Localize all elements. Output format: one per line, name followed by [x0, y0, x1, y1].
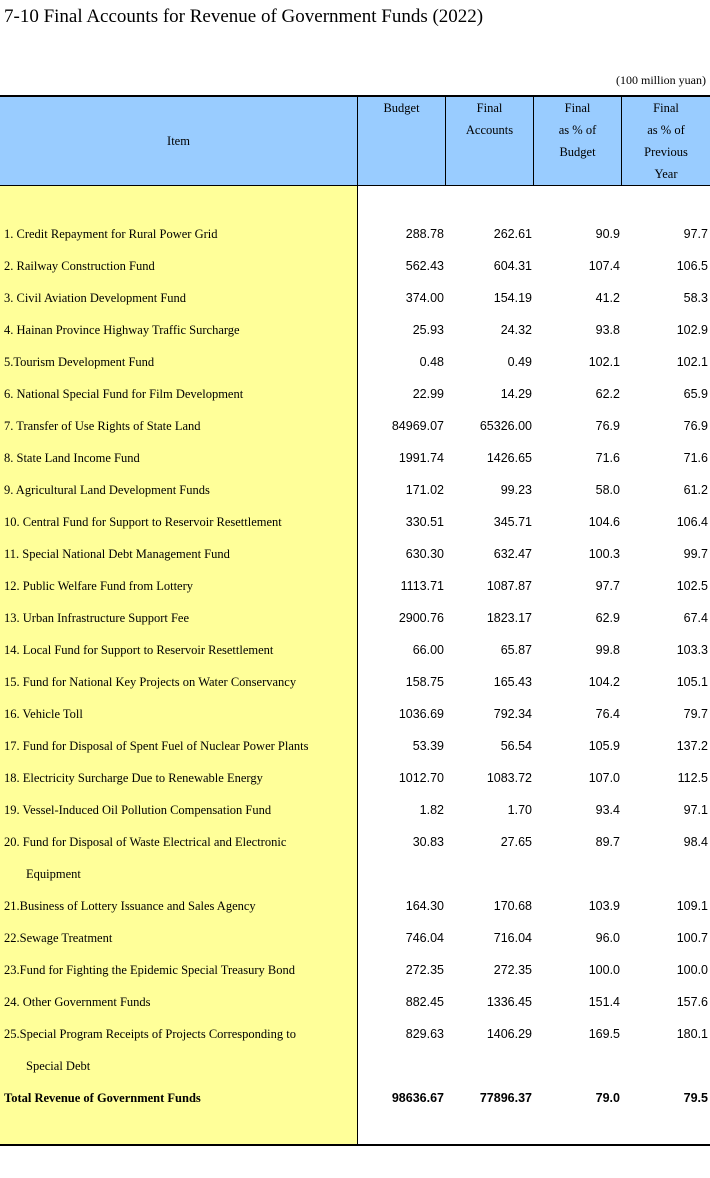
- row-final-accounts: 27.65: [500, 835, 532, 849]
- row-final-accounts: 345.71: [493, 515, 532, 529]
- row-pct-prev: 97.1: [683, 803, 708, 817]
- row-pct-budget: 96.0: [595, 931, 620, 945]
- row-item: [4, 506, 349, 538]
- row-item: [4, 346, 349, 378]
- row-budget: 1036.69: [398, 707, 444, 721]
- row-pct-prev: 102.5: [676, 579, 708, 593]
- row-budget: 171.02: [405, 483, 444, 497]
- row-item-line: 23.Fund for Fighting the Epidemic Special Treasury Bond: [4, 963, 295, 977]
- table-row: [0, 634, 710, 666]
- table-row: [0, 762, 710, 794]
- row-final-accounts: 65326.00: [479, 419, 532, 433]
- row-item: [4, 570, 349, 602]
- row-final-accounts: 1426.65: [486, 451, 532, 465]
- header-divider: [621, 97, 622, 185]
- row-pct-budget: 58.0: [595, 483, 620, 497]
- row-item-line: 16. Vehicle Toll: [4, 707, 83, 721]
- row-item-line: 1. Credit Repayment for Rural Power Grid: [4, 227, 218, 241]
- row-budget: 0.48: [419, 355, 444, 369]
- row-final-accounts: 1823.17: [486, 611, 532, 625]
- row-item: [4, 922, 349, 954]
- row-pct-prev: 97.7: [683, 227, 708, 241]
- row-budget: 30.83: [412, 835, 444, 849]
- row-pct-budget: 102.1: [588, 355, 620, 369]
- table-row: [0, 218, 710, 250]
- row-final-accounts: 14.29: [500, 387, 532, 401]
- table-row: [0, 474, 710, 506]
- row-pct-budget: 107.0: [588, 771, 620, 785]
- row-pct-prev: 98.4: [683, 835, 708, 849]
- row-pct-prev: 67.4: [683, 611, 708, 625]
- row-final-accounts: 65.87: [500, 643, 532, 657]
- row-item-line: 2. Railway Construction Fund: [4, 259, 155, 273]
- row-pct-prev: 76.9: [683, 419, 708, 433]
- row-final-accounts: 1083.72: [486, 771, 532, 785]
- row-pct-budget: 93.4: [595, 803, 620, 817]
- row-budget: 53.39: [412, 739, 444, 753]
- row-item-line: 5.Tourism Development Fund: [4, 355, 155, 369]
- row-item: [4, 890, 349, 922]
- table-row: [0, 922, 710, 954]
- table-row: [0, 890, 710, 922]
- header-pct-prev: Final as % of Previous Year: [644, 101, 688, 181]
- row-budget: 374.00: [405, 291, 444, 305]
- row-pct-prev: 137.2: [676, 739, 708, 753]
- header-pct-budget: Final as % of Budget: [558, 101, 597, 159]
- row-budget: 84969.07: [391, 419, 444, 433]
- total-pct-prev: 79.5: [683, 1091, 708, 1105]
- header-divider: [357, 97, 358, 185]
- row-pct-budget: 76.4: [595, 707, 620, 721]
- row-pct-prev: 58.3: [683, 291, 708, 305]
- page-title: 7-10 Final Accounts for Revenue of Government Funds (2022): [4, 6, 484, 27]
- row-item-line: 17. Fund for Disposal of Spent Fuel of Nuclear Power Plants: [4, 739, 309, 753]
- row-budget: 882.45: [405, 995, 444, 1009]
- table-row: [0, 794, 710, 826]
- row-pct-budget: 103.9: [588, 899, 620, 913]
- row-final-accounts: 56.54: [500, 739, 532, 753]
- row-final-accounts: 24.32: [500, 323, 532, 337]
- row-item: [4, 762, 349, 794]
- row-pct-budget: 151.4: [588, 995, 620, 1009]
- row-item-line: 14. Local Fund for Support to Reservoir Resettlement: [4, 643, 274, 657]
- table-row: [0, 986, 710, 1018]
- row-item-line: 11. Special National Debt Management Fund: [4, 547, 230, 561]
- row-budget: 630.30: [405, 547, 444, 561]
- row-final-accounts: 632.47: [493, 547, 532, 561]
- row-pct-budget: 90.9: [595, 227, 620, 241]
- row-pct-budget: 100.0: [588, 963, 620, 977]
- row-item-line: 12. Public Welfare Fund from Lottery: [4, 579, 194, 593]
- row-pct-budget: 62.2: [595, 387, 620, 401]
- row-budget: 1113.71: [400, 579, 444, 593]
- row-pct-budget: 93.8: [595, 323, 620, 337]
- table-row: [0, 570, 710, 602]
- row-pct-prev: 102.9: [676, 323, 708, 337]
- row-final-accounts: 262.61: [493, 227, 532, 241]
- table-row: [0, 602, 710, 634]
- table-bottom-rule: [0, 1144, 710, 1146]
- row-final-accounts: 604.31: [493, 259, 532, 273]
- table-row: [0, 346, 710, 378]
- row-item: [4, 986, 349, 1018]
- row-pct-prev: 106.4: [676, 515, 708, 529]
- row-pct-prev: 109.1: [676, 899, 708, 913]
- table-row: [0, 954, 710, 986]
- row-pct-prev: 79.7: [683, 707, 708, 721]
- row-item-line: 3. Civil Aviation Development Fund: [4, 291, 187, 305]
- row-item-line: 24. Other Government Funds: [4, 995, 151, 1009]
- row-item: [4, 282, 349, 314]
- row-pct-prev: 105.1: [676, 675, 708, 689]
- row-budget: 1.82: [419, 803, 444, 817]
- row-item: [4, 250, 349, 282]
- total-row: [0, 1082, 710, 1114]
- header-final-accounts: Final Accounts: [465, 101, 514, 137]
- row-item-line: 13. Urban Infrastructure Support Fee: [4, 611, 190, 625]
- row-pct-prev: 100.7: [676, 931, 708, 945]
- row-pct-prev: 102.1: [676, 355, 708, 369]
- row-final-accounts: 1406.29: [486, 1027, 532, 1041]
- total-budget: 98636.67: [391, 1091, 444, 1105]
- table-row: [0, 1018, 710, 1082]
- table-row: [0, 282, 710, 314]
- header-divider: [533, 97, 534, 185]
- total-final-accounts: 77896.37: [479, 1091, 532, 1105]
- row-budget: 829.63: [405, 1027, 444, 1041]
- row-pct-budget: 105.9: [588, 739, 620, 753]
- row-item-line: 21.Business of Lottery Issuance and Sales Agency: [4, 899, 256, 913]
- row-item: [4, 794, 349, 826]
- row-item-line: 25.Special Program Receipts of Projects Corresponding to: [4, 1027, 296, 1041]
- table-row: [0, 378, 710, 410]
- row-item-line: 10. Central Fund for Support to Reservoir Resettlement: [4, 515, 282, 529]
- row-budget: 25.93: [412, 323, 444, 337]
- row-pct-budget: 41.2: [595, 291, 620, 305]
- row-pct-prev: 180.1: [676, 1027, 708, 1041]
- row-item: [4, 410, 349, 442]
- table-row: [0, 506, 710, 538]
- table-row: [0, 730, 710, 762]
- row-item: [4, 730, 349, 762]
- row-item: [4, 218, 349, 250]
- unit-note: (100 million yuan): [616, 73, 706, 87]
- row-pct-budget: 99.8: [595, 643, 620, 657]
- row-item: [4, 474, 349, 506]
- row-item-line: Special Debt: [26, 1059, 91, 1073]
- row-item: [4, 602, 349, 634]
- row-pct-budget: 169.5: [588, 1027, 620, 1041]
- row-item: [4, 1018, 349, 1082]
- row-pct-budget: 104.2: [588, 675, 620, 689]
- row-budget: 164.30: [405, 899, 444, 913]
- row-item-line: 18. Electricity Surcharge Due to Renewable Energy: [4, 771, 263, 785]
- row-final-accounts: 716.04: [493, 931, 532, 945]
- row-pct-prev: 71.6: [683, 451, 708, 465]
- row-item: [4, 698, 349, 730]
- row-budget: 288.78: [405, 227, 444, 241]
- row-item-line: 20. Fund for Disposal of Waste Electrical and Electronic: [4, 835, 287, 849]
- table-row: [0, 666, 710, 698]
- row-pct-budget: 89.7: [595, 835, 620, 849]
- row-item: [4, 634, 349, 666]
- header-item: Item: [167, 134, 190, 148]
- row-item: [4, 442, 349, 474]
- row-budget: 746.04: [405, 931, 444, 945]
- row-pct-prev: 65.9: [683, 387, 708, 401]
- row-item: [4, 954, 349, 986]
- table-row: [0, 314, 710, 346]
- header-budget: Budget: [383, 101, 420, 115]
- row-budget: 158.75: [405, 675, 444, 689]
- row-pct-prev: 112.5: [677, 771, 708, 785]
- table-row: [0, 250, 710, 282]
- table-row: [0, 826, 710, 890]
- table-row: [0, 698, 710, 730]
- row-final-accounts: 1087.87: [486, 579, 532, 593]
- row-budget: 22.99: [412, 387, 444, 401]
- row-final-accounts: 1336.45: [486, 995, 532, 1009]
- row-budget: 330.51: [405, 515, 444, 529]
- row-item-line: 6. National Special Fund for Film Development: [4, 387, 244, 401]
- row-pct-budget: 100.3: [588, 547, 620, 561]
- total-item: Total Revenue of Government Funds: [4, 1091, 201, 1105]
- row-budget: 66.00: [412, 643, 444, 657]
- table-header: [0, 97, 710, 185]
- row-item: [4, 378, 349, 410]
- row-item-line: 19. Vessel-Induced Oil Pollution Compensation Fund: [4, 803, 272, 817]
- row-pct-prev: 100.0: [676, 963, 708, 977]
- row-pct-budget: 76.9: [595, 419, 620, 433]
- row-pct-prev: 157.6: [676, 995, 708, 1009]
- table-body: [0, 218, 710, 1114]
- row-final-accounts: 0.49: [507, 355, 532, 369]
- row-item: [4, 538, 349, 570]
- row-item: [4, 826, 349, 890]
- row-item-line: 7. Transfer of Use Rights of State Land: [4, 419, 201, 433]
- row-pct-budget: 62.9: [595, 611, 620, 625]
- row-pct-budget: 107.4: [588, 259, 620, 273]
- row-item-line: 4. Hainan Province Highway Traffic Surcharge: [4, 323, 240, 337]
- row-item-line: Equipment: [26, 867, 81, 881]
- row-item: [4, 314, 349, 346]
- row-final-accounts: 154.19: [493, 291, 532, 305]
- row-budget: 1012.70: [398, 771, 444, 785]
- header-divider: [445, 97, 446, 185]
- row-final-accounts: 165.43: [493, 675, 532, 689]
- row-pct-prev: 99.7: [683, 547, 708, 561]
- row-budget: 562.43: [405, 259, 444, 273]
- row-item-line: 8. State Land Income Fund: [4, 451, 140, 465]
- row-pct-budget: 104.6: [588, 515, 620, 529]
- row-item: [4, 666, 349, 698]
- total-pct-budget: 79.0: [595, 1091, 620, 1105]
- row-pct-prev: 61.2: [683, 483, 708, 497]
- row-final-accounts: 272.35: [493, 963, 532, 977]
- row-budget: 1991.74: [398, 451, 444, 465]
- table-row: [0, 442, 710, 474]
- table-row: [0, 538, 710, 570]
- row-final-accounts: 99.23: [500, 483, 532, 497]
- row-pct-prev: 106.5: [676, 259, 708, 273]
- row-final-accounts: 792.34: [493, 707, 532, 721]
- row-final-accounts: 1.70: [507, 803, 532, 817]
- row-item-line: 9. Agricultural Land Development Funds: [4, 483, 210, 497]
- row-pct-budget: 97.7: [595, 579, 620, 593]
- row-final-accounts: 170.68: [493, 899, 532, 913]
- row-item-line: 15. Fund for National Key Projects on Water Conservancy: [4, 675, 297, 689]
- row-pct-prev: 103.3: [676, 643, 708, 657]
- row-budget: 272.35: [405, 963, 444, 977]
- row-budget: 2900.76: [398, 611, 444, 625]
- row-item-line: 22.Sewage Treatment: [4, 931, 113, 945]
- row-pct-budget: 71.6: [595, 451, 620, 465]
- table-row: [0, 410, 710, 442]
